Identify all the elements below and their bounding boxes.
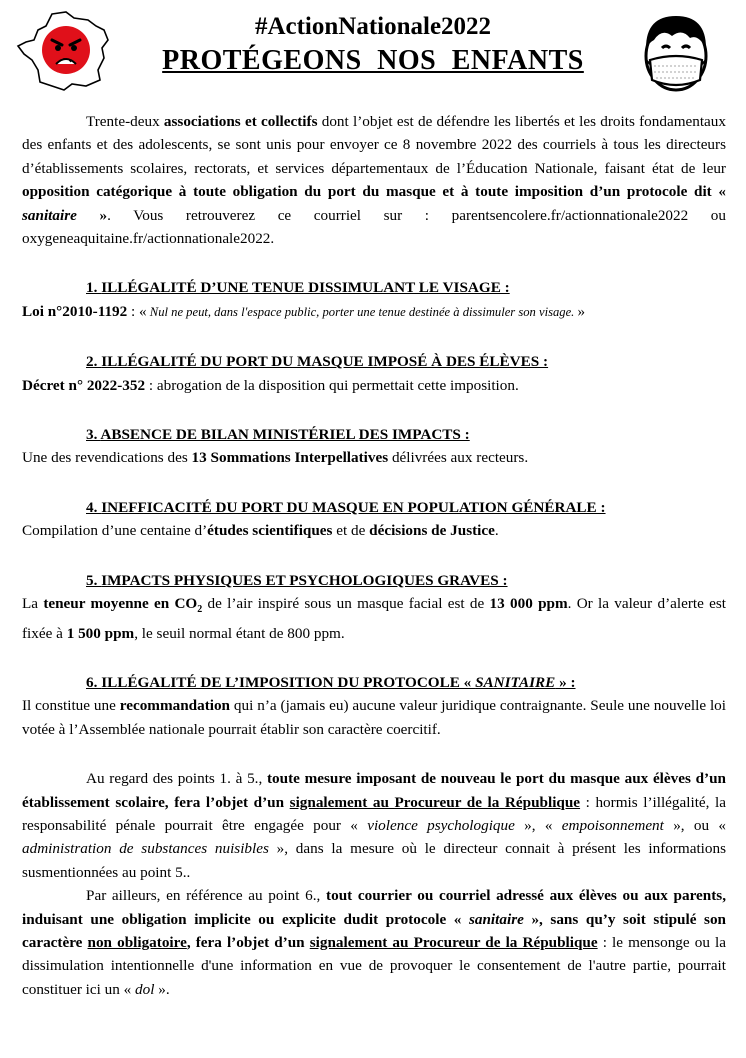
section-5-body: La teneur moyenne en $CO_2$ de l’air inspiré sous un masque facial est de 13 000 ppm. Or la valeur d’alerte est fixée à 1 500 ppm, le seuil normal étant de 800 ppm.: [22, 595, 726, 642]
section-5-title: 5. IMPACTS PHYSIQUES ET PSYCHOLOGIQUES GRAVES :: [86, 571, 508, 589]
section-2-body: Décret n° 2022-352 : abrogation de la disposition qui permettait cette imposition.: [22, 376, 519, 394]
section-3-body: Une des revendications des 13 Sommations Interpellatives délivrées aux recteurs.: [22, 449, 529, 467]
section-2-title: 2. ILLÉGALITÉ DU PORT DU MASQUE IMPOSÉ À DES ÉLÈVES :: [86, 353, 549, 371]
section-1-body: Loi n°2010-1192 : « Nul ne peut, dans l'espace public, porter une tenue destinée à dissimuler son visage. »: [22, 302, 586, 320]
section-1-title: 1. ILLÉGALITÉ D’UNE TENUE DISSIMULANT LE VISAGE :: [86, 279, 510, 297]
masked-child-face-icon: [632, 8, 720, 94]
conclusion-paragraph-2: Par ailleurs, en référence au point 6., tout courrier ou courriel adressé aux élèves ou aux parents, induisant une obligation implicite ou explicite dudit protocole « sanitaire », sans qu’y soit stipulé son caractère non obligatoire, fera l’objet d’un signalement au Procureur de la République : le mensonge ou la dissimulation intentionnelle d'une information en vue de provoquer le consentement de l'autre partie, pourrait constituer ici un « dol ».: [22, 887, 726, 998]
document-body: [22, 110, 726, 1001]
section-3-title: 3. ABSENCE DE BILAN MINISTÉRIEL DES IMPACTS :: [86, 426, 470, 444]
section-4-title: 4. INEFFICACITÉ DU PORT DU MASQUE EN POPULATION GÉNÉRALE :: [86, 498, 606, 516]
page-title: PROTÉGEONS NOS ENFANTS: [162, 45, 584, 76]
header: [0, 0, 746, 95]
section-6-title: 6. ILLÉGALITÉ DE L’IMPOSITION DU PROTOCOLE « SANITAIRE » :: [86, 673, 576, 691]
intro-paragraph: Trente-deux associations et collectifs dont l’objet est de défendre les libertés et les droits fondamentaux des enfants et des adolescents, se sont unis pour envoyer ce 8 novembre 2022 des courriels à tous les directeurs d’établissements scolaires, rectorats, et services départementaux de l’Éducation Nationale, faisant état de leur opposition catégorique à toute obligation du port du masque et à toute imposition d’un protocole dit « sanitaire ». Vous retrouverez ce courriel sur : parentsencolere.fr/actionnationale2022 ou oxygeneaquitaine.fr/actionnationale2022.: [22, 113, 726, 248]
section-6-body: Il constitue une recommandation qui n’a (jamais eu) aucune valeur juridique contraignante. Seule une nouvelle loi votée à l’Assemblée nationale pourrait établir son caractère coercitif.: [22, 697, 726, 738]
hashtag-title: #ActionNationale2022: [254, 13, 492, 40]
section-4-body: Compilation d’une centaine d’études scientifiques et de décisions de Justice.: [22, 522, 499, 540]
conclusion-paragraph-1: Au regard des points 1. à 5., toute mesure imposant de nouveau le port du masque aux élèves d’un établissement scolaire, fera l’objet d’un signalement au Procureur de la République : hormis l’illégalité, la responsabilité pénale pourrait être engagée pour « violence psychologique », « empoisonnement », ou « administration de substances nuisibles », dans la mesure où le directeur connait à présent les informations susmentionnées au point 5..: [22, 770, 726, 881]
